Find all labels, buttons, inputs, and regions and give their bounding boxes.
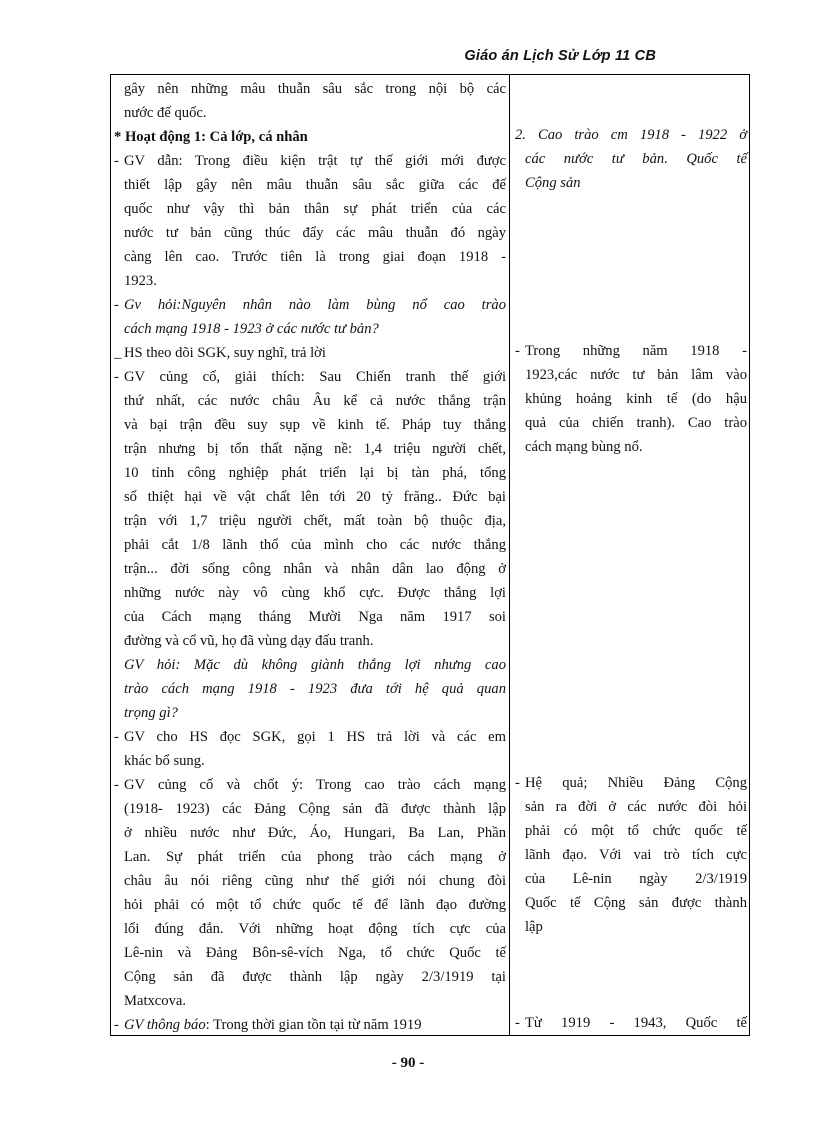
- question-line: GV hỏi: Mặc dù không giành thắng lợi nhưng cao: [124, 657, 506, 673]
- question-line: Gv hỏi:Nguyên nhân nào làm bùng nổ cao trào: [124, 297, 506, 313]
- text-line: thứ nhất, các nước châu Âu kể cả nước thắng trận: [124, 393, 506, 409]
- dash-marker: -: [515, 1015, 520, 1031]
- text-line: gây nên những mâu thuẫn sâu sắc trong nội bộ các: [124, 81, 506, 97]
- section-heading-line: các nước tư bản. Quốc tế: [525, 151, 747, 167]
- text-line: trận với 1,7 triệu người chết, mất toàn bộ thuộc địa,: [124, 513, 506, 529]
- list-item: [515, 1011, 747, 1035]
- list-item: [114, 773, 506, 797]
- text-line: phải có một tổ chức quốc tế: [525, 823, 747, 839]
- page-header-title: Giáo án Lịch Sử Lớp 11 CB: [464, 48, 656, 64]
- text-line: GV củng cố và chốt ý: Trong cao trào cách mạng: [124, 777, 506, 793]
- text-line: và bại trận đều suy sụp về kinh tế. Pháp tuy thắng: [124, 417, 506, 433]
- text-line: Từ 1919 - 1943, Quốc tế: [525, 1015, 747, 1031]
- text-line: 10 tỉnh công nghiệp phát triển lại bị tàn phá, tổng: [124, 465, 506, 481]
- text-line: Matxcova.: [124, 993, 187, 1009]
- text-line: Cộng sản đã được thành lập ngày 2/3/1919 tại: [124, 969, 506, 985]
- list-item: [515, 339, 747, 363]
- list-item: [114, 341, 506, 365]
- text-line: Lê-nin và Đảng Bôn-sê-vích Nga, tổ chức Quốc tế: [124, 945, 506, 961]
- text-line: càng lên cao. Trước tiên là trong giai đoạn 1918 -: [124, 249, 506, 265]
- section-heading-line: 2. Cao trào cm 1918 - 1922 ở: [515, 127, 747, 143]
- dash-marker: -: [515, 775, 520, 791]
- text-line: cách mạng bùng nổ.: [525, 439, 643, 455]
- text-line: của Cách mạng tháng Mười Nga năm 1917 soi: [124, 609, 506, 625]
- underscore-marker: _: [114, 345, 122, 361]
- text-line: Hệ quả; Nhiều Đảng Cộng: [525, 775, 747, 791]
- dash-marker: -: [114, 297, 119, 313]
- text-line: 1923,các nước tư bản lâm vào: [525, 367, 747, 383]
- text-line: trận... đời sống công nhân và nhân dân lao động ở: [124, 561, 506, 577]
- text-line: Trong những năm 1918 -: [525, 343, 747, 359]
- dash-marker: -: [515, 343, 520, 359]
- page-number: - 90 -: [391, 1055, 425, 1071]
- column-divider: [509, 75, 510, 1035]
- question-line: cách mạng 1918 - 1923 ở các nước tư bản?: [124, 321, 379, 337]
- activity-heading: * Hoạt động 1: Cả lớp, cá nhân: [114, 129, 308, 145]
- text-line: nước đế quốc.: [124, 105, 207, 121]
- text-line: của Lê-nin ngày 2/3/1919: [525, 871, 747, 887]
- list-item: [114, 149, 506, 173]
- text-line: quốc như vậy thì bản thân sự phát triển của các: [124, 201, 506, 217]
- text-line: Quốc tế Cộng sản được thành: [525, 895, 747, 911]
- section-heading-line: Cộng sản: [525, 175, 581, 191]
- announce-label: GV thông báo: [124, 1017, 206, 1033]
- question-line: trào cách mạng 1918 - 1923 đưa tới hệ quả quan: [124, 681, 506, 697]
- list-item: [114, 725, 506, 749]
- text-line: châu âu nói riêng cũng như thế giới nói chung đòi: [124, 873, 506, 889]
- list-item: [114, 1013, 506, 1037]
- text-line: ở nhiều nước như Đức, Áo, Hungari, Ba Lan, Phần: [124, 825, 506, 841]
- text-line: trận nhưng bị tổn thất nặng nề: 1,4 triệu người chết,: [124, 441, 506, 457]
- text-line: nước tư bản cũng thúc đẩy các mâu thuẫn đó ngày: [124, 225, 506, 241]
- text-line: phải cắt 1/8 lãnh thổ của mình cho các nước thắng: [124, 537, 506, 553]
- text-line: GV dẫn: Trong điều kiện trật tự thế giới mới được: [124, 153, 506, 169]
- text-line: GV củng cố, giải thích: Sau Chiến tranh thế giới: [124, 369, 506, 385]
- text-line: HS theo dõi SGK, suy nghĩ, trả lời: [124, 345, 326, 361]
- text-line: thiết lập gây nên mâu thuẫn sâu sắc giữa các đế: [124, 177, 506, 193]
- dash-marker: -: [114, 729, 119, 745]
- text-line: những nước này vô cùng khổ cực. Được thắng lợi: [124, 585, 506, 601]
- text-line: số thiệt hại về vật chất lên tới 20 tỷ frăng.. Đức bại: [124, 489, 506, 505]
- dash-marker: -: [114, 777, 119, 793]
- dash-marker: -: [114, 369, 119, 385]
- text-line: : Trong thời gian tồn tại từ năm 1919: [205, 1017, 422, 1033]
- list-item: [515, 771, 747, 795]
- text-line: (1918- 1923) các Đảng Cộng sản đã được thành lập: [124, 801, 506, 817]
- text-line: lối đúng đắn. Với những hoạt động tích cực của: [124, 921, 506, 937]
- list-item: [114, 293, 506, 317]
- list-item: [114, 365, 506, 389]
- text-line: hỏi phải có một tổ chức quốc tế để lãnh đạo đường: [124, 897, 506, 913]
- text-line: lập: [525, 919, 543, 935]
- question-line: trọng gì?: [124, 705, 178, 721]
- text-line: GV cho HS đọc SGK, gọi 1 HS trả lời và các em: [124, 729, 506, 745]
- dash-marker: -: [114, 1017, 119, 1033]
- text-line: Lan. Sự phát triển của phong trào cách mạng ở: [124, 849, 506, 865]
- text-line: 1923.: [124, 273, 157, 289]
- lesson-table: [110, 74, 750, 1036]
- text-line: khác bổ sung.: [124, 753, 205, 769]
- dash-marker: -: [114, 153, 119, 169]
- text-line: đường và cổ vũ, họ đã vùng dạy đấu tranh.: [124, 633, 374, 649]
- text-line: sản ra đời ở các nước đòi hỏi: [525, 799, 747, 815]
- text-line: lãnh đạo. Với vai trò tích cực: [525, 847, 747, 863]
- text-line: quả của chiến tranh). Cao trào: [525, 415, 747, 431]
- text-line: khủng hoảng kinh tế (do hậu: [525, 391, 747, 407]
